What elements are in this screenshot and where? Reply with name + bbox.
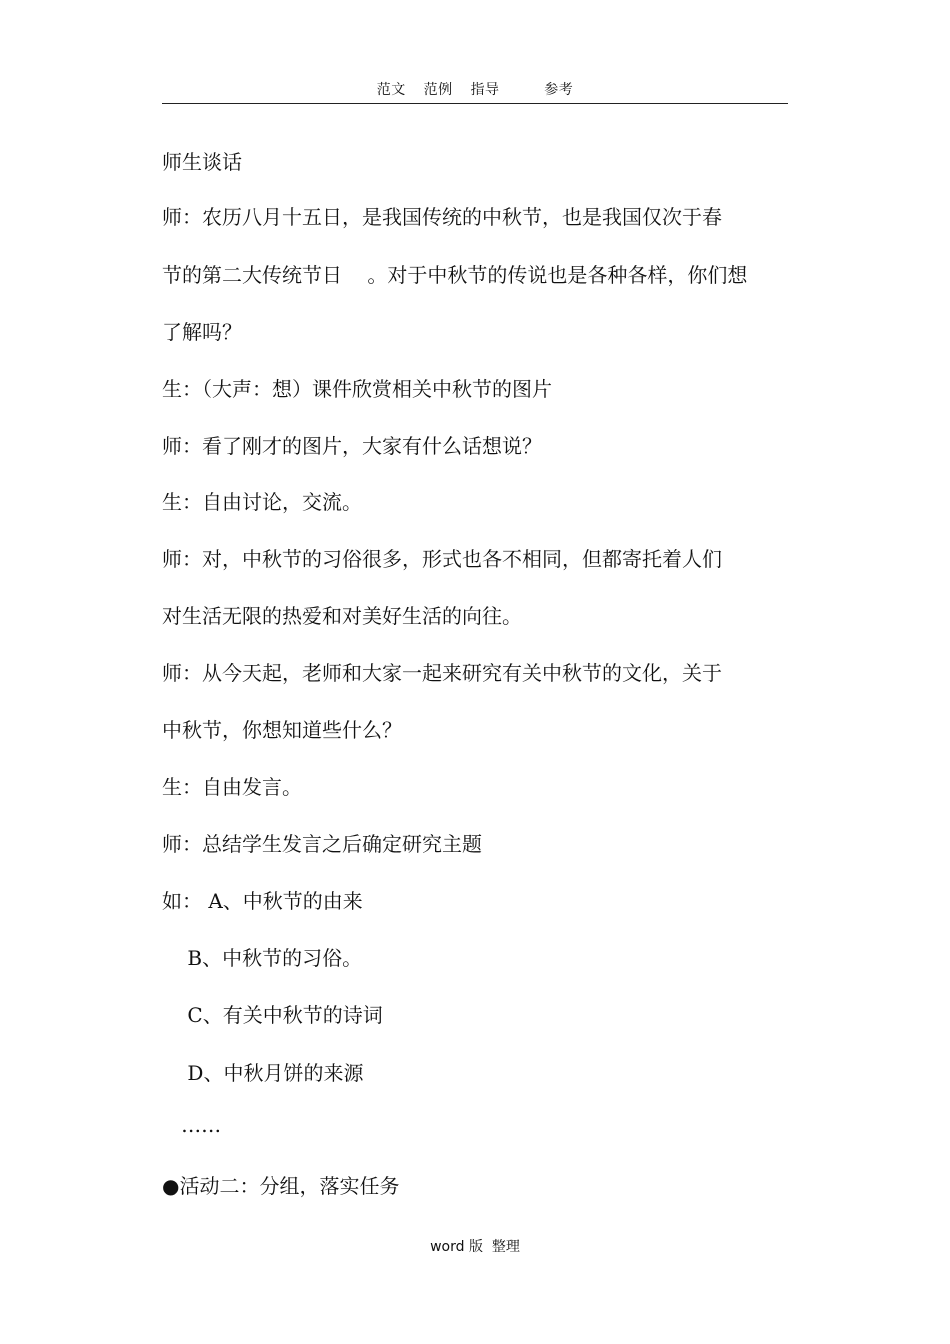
body-line: 师：对，中秋节的习俗很多，形式也各不相同，但都寄托着人们 bbox=[162, 547, 722, 571]
body-line: B、中秋节的习俗。 bbox=[162, 946, 363, 970]
body-line: 如： A、中秋节的由来 bbox=[162, 889, 363, 913]
body-line: C、有关中秋节的诗词 bbox=[162, 1003, 383, 1027]
body-line: 对生活无限的热爱和对美好生活的向往。 bbox=[162, 604, 522, 628]
body-line: 了解吗？ bbox=[162, 320, 242, 344]
body-line: 生：自由发言。 bbox=[162, 775, 302, 799]
body-line: 师：总结学生发言之后确定研究主题 bbox=[162, 832, 482, 856]
header-divider bbox=[162, 103, 788, 104]
body-line: 节的第二大传统节日 。对于中秋节的传说也是各种各样，你们想 bbox=[162, 263, 748, 287]
body-line: 生：（大声：想）课件欣赏相关中秋节的图片 bbox=[162, 377, 552, 401]
body-line: 师：看了刚才的图片，大家有什么话想说？ bbox=[162, 434, 542, 458]
body-line: 师生谈话 bbox=[162, 150, 242, 174]
body-line: ●活动二：分组，落实任务 bbox=[162, 1174, 400, 1198]
body-line: 生：自由讨论，交流。 bbox=[162, 490, 362, 514]
body-line: 师：从今天起，老师和大家一起来研究有关中秋节的文化，关于 bbox=[162, 661, 722, 685]
page-footer: word 版 整理 bbox=[430, 1239, 520, 1255]
body-line: 师：农历八月十五日，是我国传统的中秋节，也是我国仅次于春 bbox=[162, 205, 722, 229]
page-header: 范文 范例 指导 参考 bbox=[376, 82, 574, 98]
body-line: D、中秋月饼的来源 bbox=[162, 1061, 364, 1085]
body-line: …… bbox=[162, 1113, 222, 1137]
body-line: 中秋节，你想知道些什么？ bbox=[162, 718, 402, 742]
